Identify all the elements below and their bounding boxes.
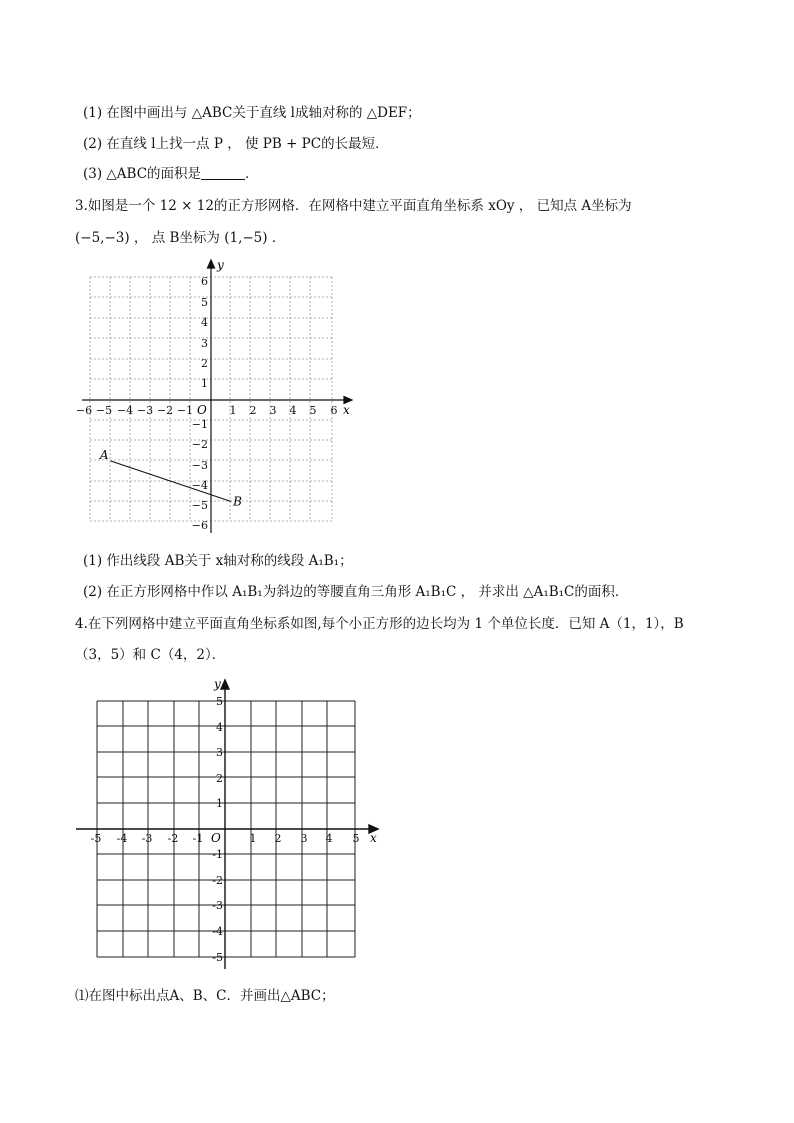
axes <box>82 260 352 533</box>
origin-label: O <box>197 403 207 417</box>
segment-ab <box>111 461 232 502</box>
y-axis-label: y <box>214 677 221 691</box>
x-tick: 4 <box>325 832 333 845</box>
y-tick: −6 <box>191 519 208 532</box>
x-tick: -2 <box>167 832 179 845</box>
point-a-label: A <box>99 447 109 462</box>
y-tick: 5 <box>201 296 208 309</box>
x-tick: 6 <box>330 404 338 417</box>
q4-stem-line-1: 4.在下列网格中建立平面直角坐标系如图,每个小正方形的边长均为 1 个单位长度．已知 A（1，1），B <box>75 616 684 632</box>
x-tick: 1 <box>229 404 237 417</box>
x-tick: −6 <box>75 404 93 417</box>
x-tick: 3 <box>269 404 277 417</box>
y-tick: 5 <box>216 695 223 708</box>
y-tick: 6 <box>201 275 208 288</box>
q2-item-3-end: ． <box>245 166 259 182</box>
y-axis-arrow-icon <box>208 260 215 268</box>
y-axis-label: y <box>217 258 224 272</box>
x-tick: 5 <box>309 404 317 417</box>
x-tick: −3 <box>136 404 154 417</box>
q4-item-1: ⑴在图中标出点A、B、C．并画出△ABC； <box>75 988 335 1004</box>
point-b-label: B <box>233 494 242 509</box>
x-tick: −1 <box>176 404 194 417</box>
q3-stem-line-2: (−5,−3) ， 点 B坐标为 (1,−5) ． <box>75 230 286 246</box>
q2-item-1: (1) 在图中画出与 △ABC关于直线 l成轴对称的 △DEF； <box>83 105 421 121</box>
y-tick: −1 <box>191 418 208 431</box>
y-tick: −3 <box>191 459 208 472</box>
x-tick: 3 <box>300 832 308 845</box>
x-tick: -1 <box>192 832 204 845</box>
y-tick: 1 <box>216 797 223 810</box>
x-tick: −2 <box>156 404 174 417</box>
x-tick: -5 <box>90 832 102 845</box>
q4-stem-line-2: （3，5）和 C（4，2）． <box>75 647 226 663</box>
origin-label: O <box>211 831 221 845</box>
answer-blank <box>201 165 245 180</box>
x-tick: −5 <box>95 404 113 417</box>
x-tick: 2 <box>274 832 282 845</box>
y-tick: 3 <box>201 337 208 350</box>
y-tick: -1 <box>212 848 223 861</box>
q2-item-2: (2) 在直线 l上找一点 P ， 使 PB + PC的长最短． <box>83 136 389 152</box>
y-tick: 4 <box>201 316 208 329</box>
y-tick: -5 <box>212 951 223 964</box>
x-tick: -3 <box>141 832 153 845</box>
y-tick: -3 <box>212 899 223 912</box>
x-tick: 1 <box>249 832 257 845</box>
x-axis-label: x <box>343 403 350 417</box>
x-tick: −4 <box>116 404 134 417</box>
q3-stem-line-1: 3.如图是一个 12 × 12的正方形网格．在网格中建立平面直角坐标系 xOy ， 已知点 A坐标为 <box>75 198 632 214</box>
axes <box>76 680 378 969</box>
q2-item-3 <box>83 165 259 183</box>
y-axis-arrow-icon <box>221 680 229 689</box>
y-tick: −5 <box>191 499 208 512</box>
y-tick: -2 <box>212 874 223 887</box>
y-tick: -4 <box>212 925 223 938</box>
y-tick: 2 <box>201 357 208 370</box>
y-tick: 4 <box>216 721 223 734</box>
y-tick: 3 <box>216 746 223 759</box>
x-axis-label: x <box>370 831 377 845</box>
y-tick: 1 <box>201 377 208 390</box>
y-tick: 2 <box>216 772 223 785</box>
x-tick: 5 <box>352 832 360 845</box>
q3-item-2: (2) 在正方形网格中作以 A₁B₁为斜边的等腰直角三角形 A₁B₁C ， 并求出 △A₁B₁C的面积． <box>83 584 629 600</box>
y-tick: −4 <box>191 479 208 492</box>
x-tick: 2 <box>249 404 257 417</box>
y-tick: −2 <box>191 438 208 451</box>
coordinate-grid-12x12 <box>70 255 360 540</box>
x-tick: -4 <box>116 832 128 845</box>
x-tick: 4 <box>289 404 297 417</box>
q2-item-3-text: (3) △ABC的面积是 <box>83 166 202 182</box>
coordinate-grid-10x10 <box>70 672 390 977</box>
q3-item-1: (1) 作出线段 AB关于 x轴对称的线段 A₁B₁； <box>83 553 353 569</box>
